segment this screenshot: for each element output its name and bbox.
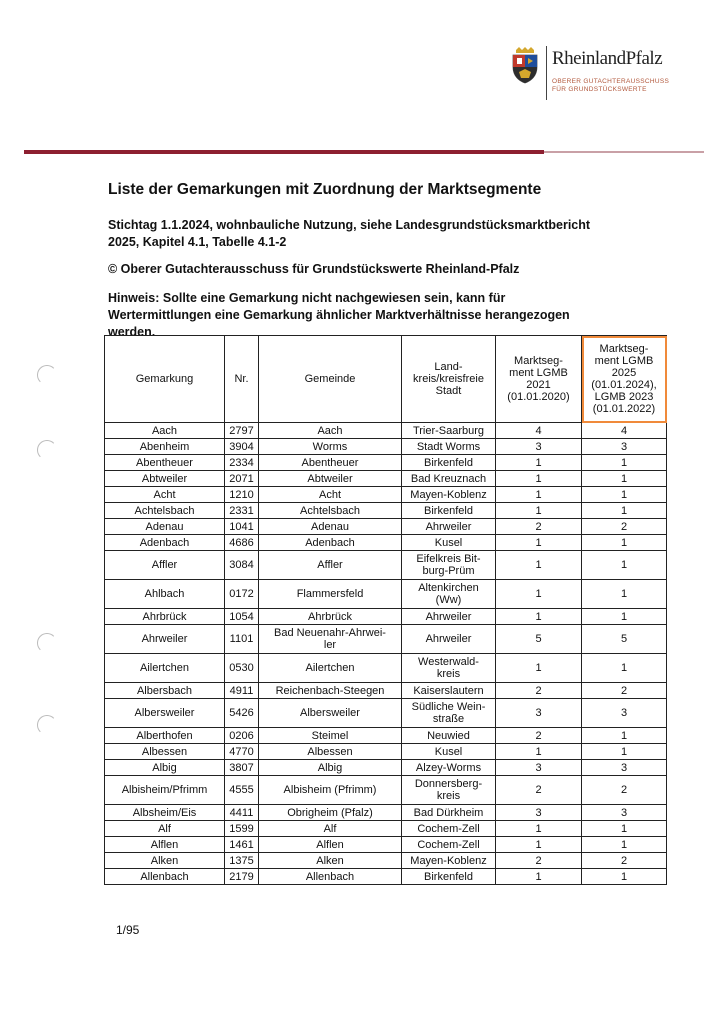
table-row — [105, 439, 667, 455]
cell-nr: 1375 — [225, 853, 259, 869]
cell-gemarkung: Albisheim/Pfrimm — [105, 776, 225, 805]
note-paragraph: Hinweis: Sollte eine Gemarkung nicht nachgewiesen sein, kann für Wertermittlungen eine Gemarkung ähnlicher Marktverhältnisse herangezogen werden. — [108, 291, 570, 339]
cell-gemeinde: Adenau — [259, 519, 402, 535]
cell-segment-2025: 5 — [582, 625, 667, 654]
cell-landkreis: Ahrweiler — [402, 609, 496, 625]
cell-segment-2025: 1 — [582, 744, 667, 760]
rheinland-pfalz-logo — [510, 46, 710, 106]
cell-nr: 1599 — [225, 821, 259, 837]
table-row — [105, 487, 667, 503]
brand-name: RheinlandPfalz — [552, 48, 663, 69]
cell-gemeinde: Flammersfeld — [259, 580, 402, 609]
cell-gemeinde: Albig — [259, 760, 402, 776]
cell-nr: 5426 — [225, 699, 259, 728]
cell-gemarkung: Alberthofen — [105, 728, 225, 744]
cell-gemarkung: Ahrbrück — [105, 609, 225, 625]
copyright-line: © Oberer Gutachterausschuss für Grundstückswerte Rheinland-Pfalz — [108, 262, 520, 276]
cell-nr: 2179 — [225, 869, 259, 885]
header-rule-faint — [544, 151, 704, 153]
cell-nr: 3084 — [225, 551, 259, 580]
cell-nr: 2334 — [225, 455, 259, 471]
cell-segment-2021: 1 — [496, 580, 582, 609]
table-row — [105, 519, 667, 535]
cell-gemeinde: Affler — [259, 551, 402, 580]
table-body — [105, 423, 667, 885]
cell-gemeinde: Albisheim (Pfrimm) — [259, 776, 402, 805]
cell-segment-2025: 3 — [582, 760, 667, 776]
table-row — [105, 654, 667, 683]
cell-landkreis: Donnersberg- kreis — [402, 776, 496, 805]
table-row — [105, 455, 667, 471]
cell-landkreis: Trier-Saarburg — [402, 423, 496, 439]
cell-gemeinde: Alf — [259, 821, 402, 837]
cell-landkreis: Bad Dürkheim — [402, 805, 496, 821]
cell-segment-2025: 1 — [582, 471, 667, 487]
gemarkungen-table — [104, 335, 667, 885]
cell-gemarkung: Aach — [105, 423, 225, 439]
cell-segment-2025: 2 — [582, 853, 667, 869]
cell-gemeinde: Alken — [259, 853, 402, 869]
table-row — [105, 760, 667, 776]
cell-segment-2025: 1 — [582, 580, 667, 609]
cell-landkreis: Birkenfeld — [402, 869, 496, 885]
table-header-row — [105, 336, 667, 423]
cell-gemeinde: Reichenbach-Steegen — [259, 683, 402, 699]
cell-gemeinde: Albessen — [259, 744, 402, 760]
cell-nr: 4686 — [225, 535, 259, 551]
cell-segment-2021: 1 — [496, 471, 582, 487]
cell-segment-2025: 1 — [582, 869, 667, 885]
cell-landkreis: Cochem-Zell — [402, 821, 496, 837]
cell-landkreis: Kusel — [402, 744, 496, 760]
cell-nr: 0206 — [225, 728, 259, 744]
cell-landkreis: Südliche Wein- straße — [402, 699, 496, 728]
cell-segment-2025: 3 — [582, 699, 667, 728]
cell-gemarkung: Alf — [105, 821, 225, 837]
punch-hole — [37, 365, 57, 385]
cell-nr: 2071 — [225, 471, 259, 487]
cell-segment-2021: 1 — [496, 487, 582, 503]
cell-gemeinde: Abtweiler — [259, 471, 402, 487]
cell-gemarkung: Abenheim — [105, 439, 225, 455]
table-row — [105, 609, 667, 625]
cell-landkreis: Mayen-Koblenz — [402, 853, 496, 869]
cell-gemeinde: Bad Neuenahr-Ahrwei- ler — [259, 625, 402, 654]
cell-nr: 1054 — [225, 609, 259, 625]
header-gemarkung: Gemarkung — [105, 336, 225, 423]
cell-segment-2025: 2 — [582, 683, 667, 699]
header-gemeinde: Gemeinde — [259, 336, 402, 423]
cell-landkreis: Birkenfeld — [402, 455, 496, 471]
cell-segment-2021: 3 — [496, 805, 582, 821]
cell-gemeinde: Acht — [259, 487, 402, 503]
cell-segment-2025: 4 — [582, 423, 667, 439]
cell-nr: 4911 — [225, 683, 259, 699]
cell-landkreis: Eifelkreis Bit- burg-Prüm — [402, 551, 496, 580]
cell-gemarkung: Adenau — [105, 519, 225, 535]
cell-gemeinde: Aach — [259, 423, 402, 439]
cell-landkreis: Westerwald- kreis — [402, 654, 496, 683]
header-segment-2025: Marktseg- ment LGMB 2025 (01.01.2024), LGMB 2023 (01.01.2022) — [582, 336, 667, 423]
cell-gemeinde: Worms — [259, 439, 402, 455]
punch-hole — [37, 440, 57, 460]
cell-gemeinde: Alflen — [259, 837, 402, 853]
table-row — [105, 535, 667, 551]
cell-landkreis: Kaiserslautern — [402, 683, 496, 699]
cell-segment-2021: 1 — [496, 535, 582, 551]
cell-segment-2021: 1 — [496, 503, 582, 519]
cell-segment-2021: 2 — [496, 776, 582, 805]
cell-landkreis: Stadt Worms — [402, 439, 496, 455]
cell-gemeinde: Obrigheim (Pfalz) — [259, 805, 402, 821]
cell-gemarkung: Ailertchen — [105, 654, 225, 683]
cell-landkreis: Bad Kreuznach — [402, 471, 496, 487]
brand-subline — [552, 78, 669, 94]
header-segment-2021: Marktseg- ment LGMB 2021 (01.01.2020) — [496, 336, 582, 423]
cell-landkreis: Kusel — [402, 535, 496, 551]
cell-nr: 3904 — [225, 439, 259, 455]
cell-segment-2021: 3 — [496, 439, 582, 455]
table-row — [105, 869, 667, 885]
cell-gemarkung: Allenbach — [105, 869, 225, 885]
cell-landkreis: Ahrweiler — [402, 519, 496, 535]
table-row — [105, 551, 667, 580]
coat-of-arms-icon — [510, 46, 540, 84]
table-row — [105, 805, 667, 821]
table-row — [105, 728, 667, 744]
cell-gemeinde: Steimel — [259, 728, 402, 744]
cell-segment-2021: 1 — [496, 869, 582, 885]
cell-segment-2025: 1 — [582, 837, 667, 853]
cell-segment-2025: 3 — [582, 805, 667, 821]
brand-subline-2: FÜR GRUNDSTÜCKSWERTE — [552, 86, 647, 93]
header-landkreis: Land- kreis/kreisfreie Stadt — [402, 336, 496, 423]
cell-gemarkung: Albessen — [105, 744, 225, 760]
cell-segment-2021: 1 — [496, 821, 582, 837]
cell-segment-2021: 3 — [496, 760, 582, 776]
table-row — [105, 776, 667, 805]
cell-gemeinde: Achtelsbach — [259, 503, 402, 519]
cell-segment-2021: 2 — [496, 683, 582, 699]
cell-gemarkung: Adenbach — [105, 535, 225, 551]
cell-nr: 1101 — [225, 625, 259, 654]
cell-gemeinde: Ailertchen — [259, 654, 402, 683]
cell-nr: 2331 — [225, 503, 259, 519]
cell-landkreis: Mayen-Koblenz — [402, 487, 496, 503]
cell-segment-2025: 2 — [582, 776, 667, 805]
cell-nr: 0530 — [225, 654, 259, 683]
cell-segment-2025: 1 — [582, 503, 667, 519]
cell-segment-2021: 3 — [496, 699, 582, 728]
cell-segment-2025: 3 — [582, 439, 667, 455]
cell-gemarkung: Abtweiler — [105, 471, 225, 487]
table-row — [105, 853, 667, 869]
cell-nr: 2797 — [225, 423, 259, 439]
punch-hole — [37, 715, 57, 735]
punch-hole — [37, 633, 57, 653]
table-row — [105, 744, 667, 760]
brand-subline-1: OBERER GUTACHTERAUSSCHUSS — [552, 78, 670, 85]
cell-gemarkung: Acht — [105, 487, 225, 503]
logo-divider — [546, 46, 547, 100]
cell-gemeinde: Adenbach — [259, 535, 402, 551]
header-nr: Nr. — [225, 336, 259, 423]
cell-landkreis: Birkenfeld — [402, 503, 496, 519]
cell-gemarkung: Albsheim/Eis — [105, 805, 225, 821]
table-row — [105, 503, 667, 519]
cell-gemarkung: Albersbach — [105, 683, 225, 699]
table-row — [105, 580, 667, 609]
cell-landkreis: Altenkirchen (Ww) — [402, 580, 496, 609]
cell-nr: 4770 — [225, 744, 259, 760]
cell-segment-2021: 1 — [496, 609, 582, 625]
cell-segment-2025: 1 — [582, 487, 667, 503]
cell-gemeinde: Allenbach — [259, 869, 402, 885]
cell-segment-2021: 2 — [496, 728, 582, 744]
cell-segment-2025: 1 — [582, 551, 667, 580]
cell-segment-2021: 1 — [496, 837, 582, 853]
cell-gemarkung: Achtelsbach — [105, 503, 225, 519]
cell-gemarkung: Albersweiler — [105, 699, 225, 728]
table-row — [105, 699, 667, 728]
cell-gemarkung: Ahlbach — [105, 580, 225, 609]
cell-gemarkung: Ahrweiler — [105, 625, 225, 654]
cell-segment-2021: 1 — [496, 551, 582, 580]
cell-gemarkung: Abentheuer — [105, 455, 225, 471]
cell-landkreis: Ahrweiler — [402, 625, 496, 654]
document-subtitle: Stichtag 1.1.2024, wohnbauliche Nutzung, siehe Landesgrundstücksmarktbericht 2025, Kapitel 4.1, Tabelle 4.1-2 — [108, 218, 591, 249]
cell-segment-2021: 2 — [496, 519, 582, 535]
cell-landkreis: Alzey-Worms — [402, 760, 496, 776]
cell-gemeinde: Ahrbrück — [259, 609, 402, 625]
cell-landkreis: Cochem-Zell — [402, 837, 496, 853]
cell-nr: 3807 — [225, 760, 259, 776]
cell-segment-2025: 1 — [582, 609, 667, 625]
cell-nr: 1041 — [225, 519, 259, 535]
table-row — [105, 625, 667, 654]
cell-segment-2021: 2 — [496, 853, 582, 869]
cell-segment-2025: 1 — [582, 535, 667, 551]
cell-nr: 0172 — [225, 580, 259, 609]
cell-gemeinde: Albersweiler — [259, 699, 402, 728]
cell-segment-2025: 2 — [582, 519, 667, 535]
cell-gemeinde: Abentheuer — [259, 455, 402, 471]
cell-segment-2025: 1 — [582, 455, 667, 471]
cell-nr: 4411 — [225, 805, 259, 821]
table-row — [105, 423, 667, 439]
table-row — [105, 821, 667, 837]
cell-segment-2021: 1 — [496, 455, 582, 471]
cell-gemarkung: Alflen — [105, 837, 225, 853]
header-rule — [24, 150, 544, 154]
table-row — [105, 471, 667, 487]
cell-segment-2021: 4 — [496, 423, 582, 439]
cell-segment-2025: 1 — [582, 821, 667, 837]
cell-segment-2025: 1 — [582, 728, 667, 744]
table-row — [105, 683, 667, 699]
cell-landkreis: Neuwied — [402, 728, 496, 744]
cell-segment-2021: 1 — [496, 744, 582, 760]
cell-nr: 1210 — [225, 487, 259, 503]
cell-segment-2021: 5 — [496, 625, 582, 654]
cell-segment-2025: 1 — [582, 654, 667, 683]
cell-gemarkung: Albig — [105, 760, 225, 776]
document-title: Liste der Gemarkungen mit Zuordnung der Marktsegmente — [108, 181, 542, 198]
cell-nr: 1461 — [225, 837, 259, 853]
cell-nr: 4555 — [225, 776, 259, 805]
table-row — [105, 837, 667, 853]
cell-segment-2021: 1 — [496, 654, 582, 683]
cell-gemarkung: Alken — [105, 853, 225, 869]
cell-gemarkung: Affler — [105, 551, 225, 580]
page-number: 1/95 — [116, 923, 140, 937]
